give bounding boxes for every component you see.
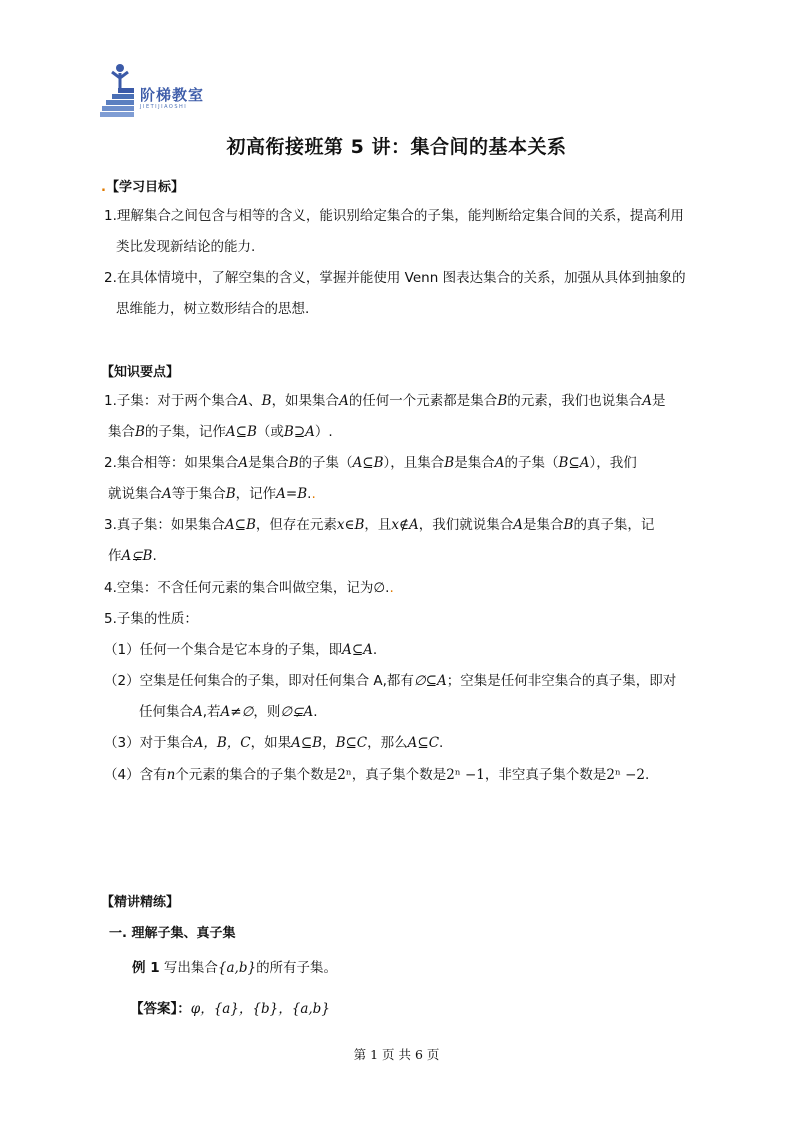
logo <box>100 62 230 120</box>
ladder-logo-icon <box>100 62 140 120</box>
practice-heading: 【精讲精练】 <box>101 895 180 910</box>
knowledge-point-2: 2.集合相等：如果集合A是集合B的子集（A⊆B），且集合B是集合A的子集（B⊆A），我们 <box>104 455 637 471</box>
knowledge-point-1: 1.子集：对于两个集合A、B，如果集合A的任何一个元素都是集合B的元素，我们也说集合A是 <box>104 393 666 409</box>
goal-2-line-1: 2.在具体情境中，了解空集的含义，掌握并能使用 Venn 图表达集合的关系，加强从具体到抽象的 <box>104 270 686 286</box>
property-2: （2）空集是任何集合的子集，即对任何集合 A,都有∅⊆A；空集是任何非空集合的真子集，即对 <box>104 673 677 689</box>
page-title: 初高衔接班第 5 讲：集合间的基本关系 <box>226 136 567 158</box>
property-2-cont: 任何集合A,若A≠∅，则∅⊊A. <box>139 704 318 720</box>
goals-heading: .【学习目标】 <box>101 180 184 195</box>
example-1-answer: 【答案】：φ，{a}，{b}，{a,b} <box>130 1001 330 1017</box>
knowledge-point-1-cont: 集合B的子集，记作A⊆B（或B⊇A）. <box>108 424 333 440</box>
section-1-title: 一. 理解子集、真子集 <box>109 926 236 941</box>
goal-1-line-1: 1.理解集合之间包含与相等的含义，能识别给定集合的子集，能判断给定集合间的关系，提高利用 <box>104 208 684 224</box>
knowledge-point-3-cont: 作A⊊B. <box>108 548 157 564</box>
knowledge-point-5: 5.子集的性质： <box>104 611 198 627</box>
logo-text: 阶梯教室 <box>140 86 205 104</box>
logo-subtext: JIETIJIAOSHI <box>140 104 188 110</box>
knowledge-point-2-cont: 就说集合A等于集合B，记作A=B.. <box>108 486 316 502</box>
page-footer: 第 1 页 共 6 页 <box>353 1047 440 1062</box>
example-1: 例 1 写出集合{a,b}的所有子集。 <box>132 960 338 976</box>
property-4: （4）含有n个元素的集合的子集个数是2ⁿ，真子集个数是2ⁿ −1，非空真子集个数是2ⁿ −2. <box>104 767 650 783</box>
knowledge-heading: 【知识要点】 <box>101 365 180 380</box>
goal-2-line-2: 思维能力，树立数形结合的思想. <box>116 301 310 317</box>
property-1: （1）任何一个集合是它本身的子集，即A⊆A. <box>104 642 378 658</box>
goal-1-line-2: 类比发现新结论的能力. <box>116 239 256 255</box>
knowledge-point-4: 4.空集：不含任何元素的集合叫做空集，记为∅.. <box>104 580 394 596</box>
knowledge-point-3: 3.真子集：如果集合A⊆B，但存在元素x∈B，且x∉A，我们就说集合A是集合B的真子集，记 <box>104 517 655 533</box>
property-3: （3）对于集合A，B，C，如果A⊆B，B⊆C，那么A⊆C. <box>104 735 444 751</box>
